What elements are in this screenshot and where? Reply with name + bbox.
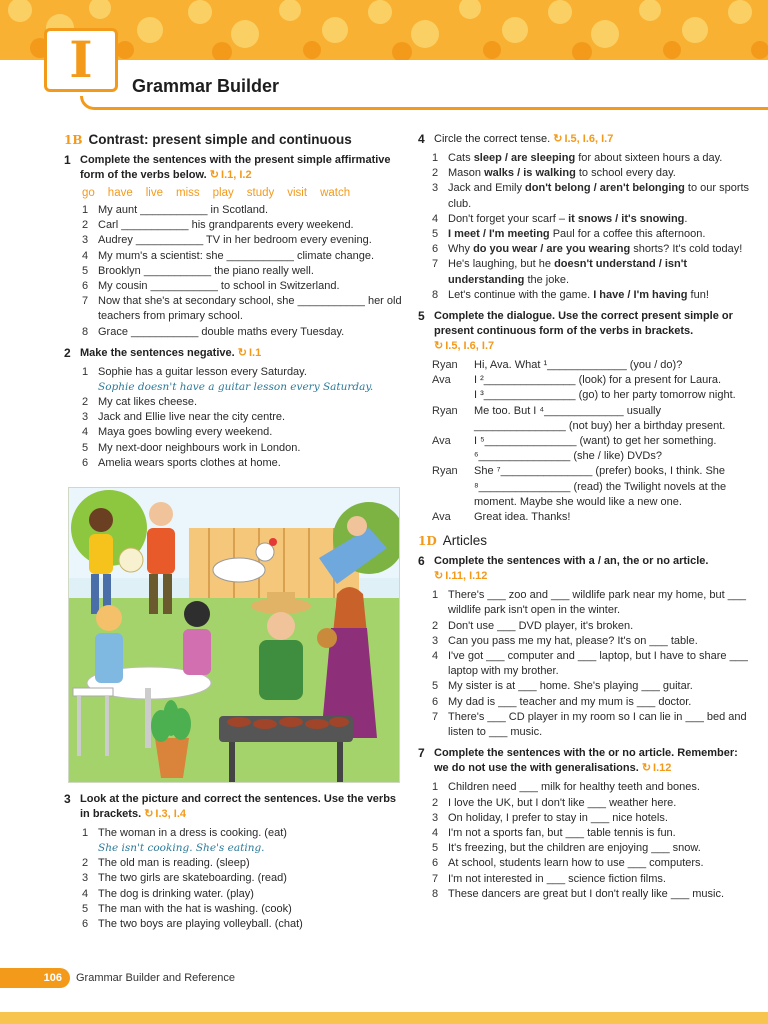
right-column: [418, 132, 754, 908]
dialogue-line: [432, 510, 754, 525]
line-text: I ³_______________ (go) to her party tomorrow night.: [474, 389, 736, 402]
item-text: Cats: [448, 152, 474, 164]
item-number: 3: [432, 634, 439, 647]
list-item: [82, 917, 404, 932]
exercise-4-heading: [418, 132, 754, 147]
item-text: Don't use ___ DVD player, it's broken.: [448, 619, 634, 632]
item-text: My aunt ___________ in Scotland.: [98, 204, 269, 216]
exercise-2-items: [82, 365, 404, 471]
item-number: 4: [432, 212, 439, 225]
item-text: Brooklyn ___________ the piano really well.: [98, 264, 314, 277]
tense-choice[interactable]: don't belong / aren't belonging: [525, 182, 685, 195]
list-item: [432, 695, 754, 710]
exercise-7-items: [432, 780, 754, 902]
list-item: [82, 279, 404, 294]
list-item: [432, 242, 754, 257]
item-text: I love the UK, but I don't like ___ weather here.: [448, 796, 677, 809]
tense-choice[interactable]: do you wear / are you wearing: [473, 243, 631, 256]
item-text: for about sixteen hours a day.: [575, 152, 723, 164]
item-text: My cat likes cheese.: [98, 396, 198, 409]
item-number: 4: [82, 249, 89, 262]
exercise-instruction: Look at the picture and correct the sentences. Use the verbs in brackets.: [80, 793, 397, 820]
item-number: 4: [432, 826, 439, 839]
list-item: [82, 902, 404, 917]
list-item: [432, 619, 754, 634]
exercise-4-items: [432, 151, 754, 303]
word: watch: [320, 187, 351, 199]
exercise-number: 7: [418, 746, 425, 761]
item-text: Carl ___________ his grandparents every weekend.: [98, 219, 354, 232]
item-text: The two boys are playing volleyball. (chat): [98, 918, 303, 931]
item-number: 5: [82, 902, 89, 915]
list-item: [82, 441, 404, 456]
dialogue-line: [432, 464, 754, 510]
reference-link[interactable]: ↻ I.5, I.6, I.7: [553, 133, 613, 145]
list-item: [432, 227, 754, 242]
word: live: [145, 187, 163, 199]
item-number: 6: [432, 243, 439, 256]
item-text: shorts? It's cold today!: [630, 243, 743, 256]
item-number: 6: [82, 280, 89, 293]
list-item: [432, 151, 754, 166]
item-number: 8: [432, 288, 439, 301]
item-number: 5: [432, 680, 439, 693]
item-number: 7: [432, 872, 439, 885]
item-text: On holiday, I prefer to stay in ___ nice hotels.: [448, 811, 668, 824]
item-text: Maya goes bowling every weekend.: [98, 426, 273, 439]
list-item: [82, 365, 404, 380]
reference-link[interactable]: ↻ I.1, I.2: [210, 169, 252, 181]
item-text: Children need ___ milk for healthy teeth and bones.: [448, 781, 700, 794]
unit-badge: [44, 28, 118, 92]
item-text: I'm not a sports fan, but ___ table tennis is fun.: [448, 826, 676, 839]
item-text: It's freezing, but the children are enjoying ___ snow.: [448, 842, 701, 855]
exercise-7-heading: [418, 746, 754, 776]
page-footer: [0, 968, 235, 988]
dialogue-line: [432, 388, 754, 403]
item-text: I'm not interested in ___ science fiction films.: [448, 872, 666, 885]
item-text: Mason: [448, 167, 485, 180]
list-item: [432, 796, 754, 811]
header-rule: [80, 96, 768, 110]
list-item: [432, 649, 754, 679]
item-number: 4: [82, 887, 89, 900]
exercise-number: 4: [418, 132, 425, 146]
exercise-instruction: Circle the correct tense.: [434, 133, 551, 145]
bottom-band: [0, 1012, 768, 1024]
page-number: 106: [0, 968, 70, 988]
exercise-1-items: [82, 203, 404, 340]
barbecue-illustration: [68, 487, 400, 783]
exercise-number: 6: [418, 554, 425, 569]
item-number: 7: [82, 295, 89, 308]
speaker: Ava: [432, 511, 451, 524]
reference-link[interactable]: ↻ I.1: [238, 347, 261, 359]
item-number: 5: [432, 228, 439, 241]
list-item: [432, 288, 754, 303]
speaker: Ava: [432, 374, 451, 387]
item-number: 1: [432, 781, 439, 794]
exercise-number: 2: [64, 345, 71, 360]
list-item: [432, 212, 754, 227]
list-item: [82, 294, 404, 324]
item-number: 3: [82, 411, 89, 424]
list-item: [82, 264, 404, 279]
item-number: 2: [82, 857, 89, 870]
item-number: 4: [432, 650, 439, 663]
line-text: I ²_______________ (look) for a present for Laura.: [474, 374, 722, 387]
exercise-6-items: [432, 588, 754, 740]
list-item: [82, 218, 404, 233]
item-number: 2: [82, 219, 89, 232]
section-code: 1D: [418, 534, 437, 549]
item-number: 7: [432, 258, 439, 271]
item-number: 8: [82, 325, 89, 338]
line-text: Hi, Ava. What ¹_____________ (you / do)?: [474, 359, 683, 372]
section-code: 1B: [64, 133, 83, 147]
section-title: Articles: [442, 533, 488, 549]
reference-link[interactable]: ↻ I.11, I.12: [434, 570, 487, 582]
example-answer: She isn't cooking. She's eating.: [98, 842, 265, 855]
item-text: There's ___ CD player in my room so I can lie in ___ bed and listen to ___ music.: [448, 710, 747, 739]
exercise-number: 5: [418, 309, 425, 324]
list-item: [82, 871, 404, 886]
list-item: [432, 588, 754, 618]
item-text: Sophie has a guitar lesson every Saturday.: [98, 365, 307, 378]
item-text: to school every day.: [575, 167, 676, 180]
item-text: Paul for a coffee this afternoon.: [549, 228, 706, 241]
tense-choice[interactable]: I meet / I'm meeting: [448, 228, 550, 241]
tense-choice[interactable]: sleep / are sleeping: [473, 152, 576, 164]
exercise-3-block: [64, 792, 404, 938]
item-text: I've got ___ computer and ___ laptop, but I have to share ___ laptop with my brother.: [448, 650, 748, 678]
exercise-instruction: Make the sentences negative.: [80, 346, 235, 359]
left-column: [64, 132, 404, 477]
list-item: [82, 325, 404, 340]
list-item: [432, 710, 754, 740]
item-text: My cousin ___________ to school in Switzerland.: [98, 280, 340, 293]
speaker: Ryan: [432, 359, 458, 372]
speaker: Ryan: [432, 465, 458, 478]
exercise-6-heading: [418, 554, 754, 584]
list-item: [432, 257, 754, 287]
line-text: I ⁵_______________ (want) to get her something. ⁶_______________ (she / like) DVDs?: [474, 435, 717, 463]
exercise-instruction: Complete the sentences with a / an, the or no article.: [434, 555, 709, 568]
item-text: At school, students learn how to use ___ computers.: [448, 857, 704, 870]
list-item: [432, 181, 754, 211]
item-number: 8: [432, 887, 439, 900]
list-item: [432, 634, 754, 649]
list-item: [432, 841, 754, 856]
item-number: 1: [82, 365, 89, 378]
exercise-5-heading: [418, 309, 754, 354]
item-text: These dancers are great but I don't really like ___ music.: [448, 887, 725, 900]
item-text: .: [684, 212, 688, 225]
item-number: 1: [432, 589, 439, 602]
item-number: 1: [432, 152, 439, 164]
exercise-3-items: [82, 826, 404, 932]
item-text: The two girls are skateboarding. (read): [98, 872, 287, 885]
item-text: He's laughing, but he: [448, 258, 555, 271]
tense-choice[interactable]: it snows / it's snowing: [568, 212, 685, 225]
section-heading-1d: [418, 533, 754, 548]
item-text: fun!: [687, 288, 709, 301]
item-text: The old man is reading. (sleep): [98, 857, 250, 870]
tense-choice[interactable]: I have / I'm having: [593, 288, 688, 301]
speaker: Ava: [432, 435, 451, 448]
line-text: Great idea. Thanks!: [474, 511, 571, 524]
item-number: 3: [432, 811, 439, 824]
item-text: The man with the hat is washing. (cook): [98, 902, 292, 915]
item-number: 3: [432, 182, 439, 195]
item-text: the joke.: [524, 273, 570, 286]
list-item: [82, 856, 404, 871]
list-item: [432, 826, 754, 841]
list-item: [82, 887, 404, 902]
exercise-1-heading: [64, 153, 404, 183]
item-number: 3: [82, 234, 89, 247]
list-item: [82, 456, 404, 471]
item-number: 5: [432, 842, 439, 855]
list-item: [432, 780, 754, 795]
word: study: [246, 187, 275, 199]
item-text: Jack and Ellie live near the city centre.: [98, 411, 286, 424]
item-number: 5: [82, 264, 89, 277]
reference-link[interactable]: ↻ I.12: [642, 762, 672, 774]
list-item: [82, 425, 404, 440]
item-text: There's ___ zoo and ___ wildlife park near my home, but ___ wildlife park isn't open in the winter.: [448, 589, 747, 617]
item-number: 1: [82, 827, 89, 839]
exercise-number: 3: [64, 792, 71, 806]
item-number: 6: [82, 456, 89, 469]
speaker: Ryan: [432, 404, 458, 417]
list-item: [432, 872, 754, 887]
exercise-instruction: Complete the sentences with the or no article. Remember: we do not use the with generalisations.: [434, 747, 738, 775]
item-text: Don't forget your scarf –: [448, 212, 569, 225]
exercise-3-heading: [64, 792, 404, 822]
list-item: [432, 887, 754, 902]
exercise-2-heading: [64, 346, 404, 361]
item-number: 5: [82, 441, 89, 454]
item-text: Audrey ___________ TV in her bedroom every evening.: [98, 234, 372, 247]
item-text: Let's continue with the game.: [448, 288, 594, 301]
item-text: Why: [448, 243, 474, 256]
exercise-instruction: Complete the dialogue. Use the correct present simple or present continuous form of the verbs in brackets.: [434, 310, 733, 338]
item-text: The dog is drinking water. (play): [98, 887, 254, 900]
word: visit: [287, 187, 308, 199]
item-text: My sister is at ___ home. She's playing ___ guitar.: [448, 680, 693, 693]
item-number: 6: [432, 857, 439, 870]
item-text: Grace ___________ double maths every Tuesday.: [98, 325, 345, 338]
tense-choice[interactable]: walks / is walking: [484, 167, 576, 180]
unit-letter: I: [69, 30, 93, 89]
tense-choice[interactable]: doesn't understand / isn't understanding: [448, 258, 688, 286]
list-item: [82, 395, 404, 410]
section-heading-1b: [64, 132, 404, 147]
dialogue-line: [432, 373, 754, 388]
line-text: Me too. But I ⁴_____________ usually _______________ (not buy) her a birthday present.: [474, 404, 726, 432]
item-text: Now that she's at secondary school, she ___________ her old teachers from primary school.: [98, 295, 402, 323]
line-text: She ⁷_______________ (prefer) books, I think. She ⁸_______________ (read) the Twilight novels at the moment. Maybe she would like a new one.: [474, 465, 727, 508]
list-item: [82, 410, 404, 425]
reference-link[interactable]: ↻ I.3, I.4: [144, 808, 186, 820]
exercise-number: 1: [64, 153, 71, 167]
item-text: My dad is ___ teacher and my mum is ___ doctor.: [448, 695, 692, 708]
item-number: 7: [432, 710, 439, 723]
list-item: [82, 233, 404, 248]
word: go: [82, 187, 95, 199]
list-item: [82, 249, 404, 264]
example-answer: Sophie doesn't have a guitar lesson every Saturday.: [98, 381, 374, 394]
item-number: 2: [432, 619, 439, 632]
item-number: 6: [82, 918, 89, 931]
reference-link[interactable]: ↻ I.5, I.6, I.7: [434, 340, 494, 352]
dialogue-line: [432, 358, 754, 373]
footer-text: Grammar Builder and Reference: [76, 972, 235, 984]
item-number: 1: [82, 204, 89, 216]
list-item: [432, 679, 754, 694]
list-item: [432, 856, 754, 871]
dialogue-line: [432, 404, 754, 434]
word: have: [107, 187, 133, 199]
list-item: [82, 203, 404, 218]
item-number: 2: [82, 396, 89, 409]
item-number: 3: [82, 872, 89, 885]
item-text: Can you pass me my hat, please? It's on ___ table.: [448, 634, 698, 647]
item-number: 4: [82, 426, 89, 439]
word-bank: [82, 187, 404, 199]
item-text: to our sports club.: [448, 182, 750, 210]
dialogue: [432, 358, 754, 525]
exercise-instruction: Complete the sentences with the present simple affirmative form of the verbs below.: [80, 154, 391, 181]
word: miss: [176, 187, 200, 199]
item-text: My next-door neighbours work in London.: [98, 441, 301, 454]
item-text: The woman in a dress is cooking. (eat): [98, 827, 287, 839]
page-title: Grammar Builder: [132, 76, 280, 96]
item-number: 2: [432, 167, 439, 180]
word: play: [212, 187, 234, 199]
speaker: [432, 388, 474, 403]
item-text: Jack and Emily: [448, 182, 526, 195]
item-text: My mum's a scientist: she ___________ climate change.: [98, 249, 375, 262]
item-number: 6: [432, 695, 439, 708]
section-title: Contrast: present simple and continuous: [88, 132, 352, 147]
list-item: [432, 811, 754, 826]
dialogue-line: [432, 434, 754, 464]
item-text: Amelia wears sports clothes at home.: [98, 456, 281, 469]
list-item: [432, 166, 754, 181]
item-number: 2: [432, 796, 439, 809]
list-item: [82, 826, 404, 841]
